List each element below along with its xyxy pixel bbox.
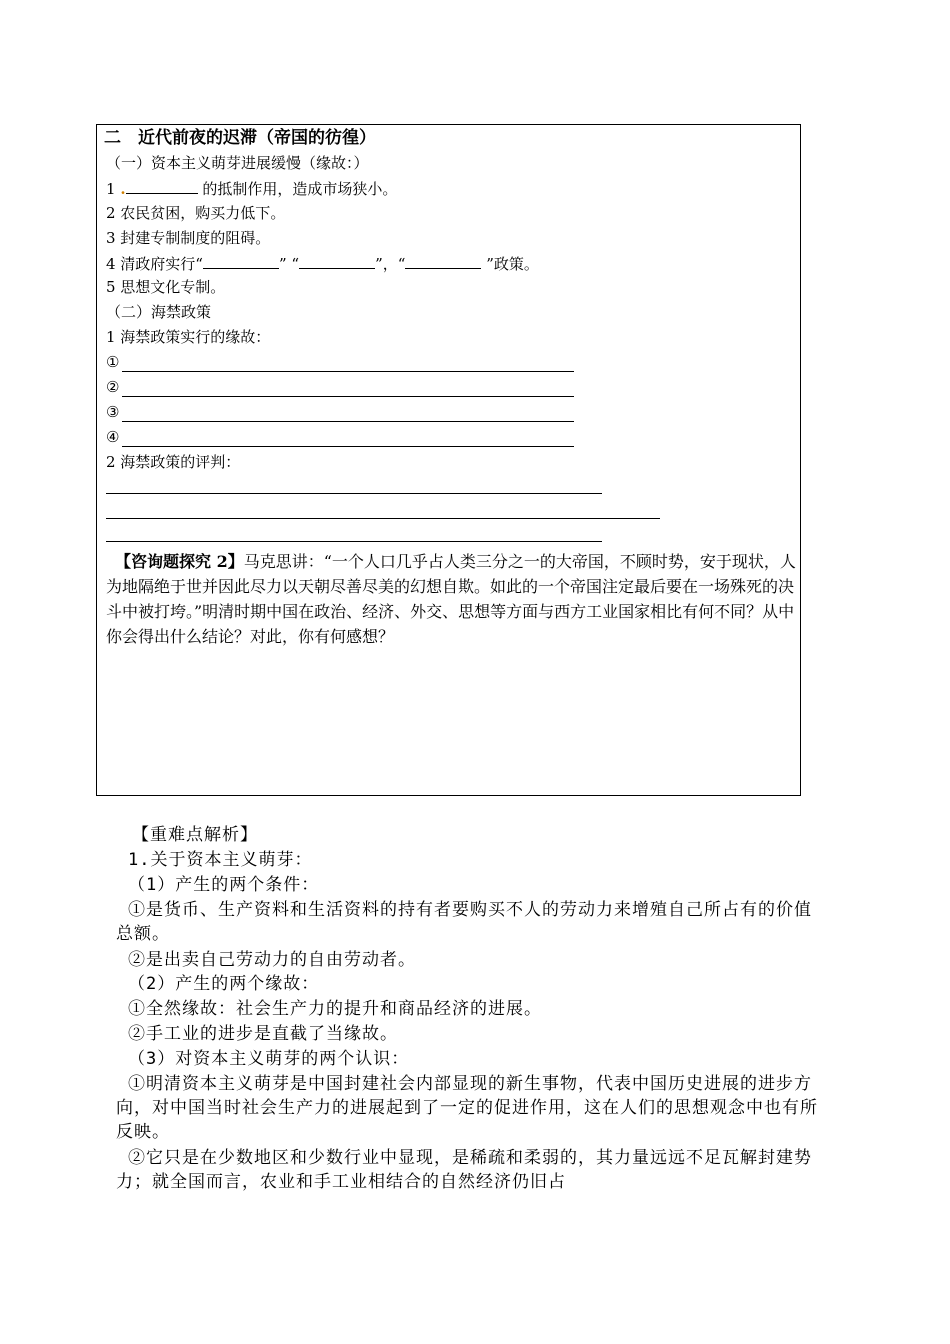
item-4-text-c: ”，“	[375, 255, 406, 273]
reason-2-line[interactable]	[122, 396, 574, 397]
reason-2-marker: ②	[106, 378, 120, 396]
item-1-mark: .	[120, 180, 126, 198]
inquiry-paragraph	[106, 549, 796, 649]
subsection-sea-ban: （二）海禁政策	[106, 303, 212, 321]
reason-3-line[interactable]	[122, 421, 574, 422]
item-4	[106, 253, 539, 274]
eval-line-3[interactable]	[106, 541, 602, 542]
eval-line-1[interactable]	[106, 493, 602, 494]
analysis-line-2: （1）产生的两个条件：	[128, 875, 320, 895]
analysis-line-6: ①全然缘故：社会生产力的提升和商品经济的进展。	[128, 999, 542, 1019]
reason-1-marker: ①	[106, 353, 120, 371]
sea-ban-reason-label: 1 海禁政策实行的缘故：	[106, 328, 271, 346]
analysis-line-5: （2）产生的两个缘故：	[128, 974, 320, 994]
inquiry-label: 【咨询题探究 2】	[115, 552, 244, 571]
section-title: 二 近代前夜的迟滞（帝国的彷徨）	[104, 128, 376, 148]
reason-4-marker: ④	[106, 428, 120, 446]
eval-line-2[interactable]	[106, 518, 660, 519]
blank-policy-3[interactable]	[405, 253, 481, 269]
analysis-line-9: ①明清资本主义萌芽是中国封建社会内部显现的新生事物，代表中国历史进展的进步方向，对中国当时社会生产力的进展起到了一定的促进作用，这在人们的思想观念中也有所反映。	[116, 1074, 818, 1142]
item-4-text-a: 4 清政府实行“	[106, 255, 203, 273]
item-1-number: 1	[106, 180, 121, 198]
analysis-line-1: 1.关于资本主义萌芽：	[128, 850, 313, 870]
analysis-line-3: ①是货币、生产资料和生活资料的持有者要购买不人的劳动力来增殖自己所占有的价值总额。	[116, 900, 812, 944]
item-4-text-b: ” “	[278, 255, 300, 273]
reason-4-line[interactable]	[122, 446, 574, 447]
analysis-heading: 【重难点解析】	[132, 825, 258, 845]
item-4-text-d: ”政策。	[481, 255, 539, 273]
item-1-text: 的抵制作用，造成市场狭小。	[197, 180, 398, 198]
blank-policy-1[interactable]	[203, 253, 279, 269]
item-2: 2 农民贫困，购买力低下。	[106, 204, 286, 222]
reason-1-line[interactable]	[122, 371, 574, 372]
blank-policy-2[interactable]	[299, 253, 375, 269]
item-1	[106, 178, 397, 199]
item-3: 3 封建专制制度的阻碍。	[106, 229, 271, 247]
analysis-line-4: ②是出卖自己劳动力的自由劳动者。	[128, 950, 416, 970]
reason-3-marker: ③	[106, 403, 120, 421]
inquiry-text: 马克思讲：“一个人口几乎占人类三分之一的大帝国，不顾时势，安于现状，人为地隔绝于世并因此尽力以天朝尽善尽美的幻想自欺。如此的一个帝国注定最后要在一场殊死的决斗中被打垮。”明清时期中国在政治、经济、外交、思想等方面与西方工业国家相比有何不同？从中你会得出什么结论？对此，你有何感想？	[106, 552, 796, 646]
blank-1[interactable]	[126, 178, 198, 194]
item-5: 5 思想文化专制。	[106, 278, 226, 296]
analysis-line-10: ②它只是在少数地区和少数行业中显现，是稀疏和柔弱的，其力量远远不足瓦解封建势力；就全国而言，农业和手工业相结合的自然经济仍旧占	[116, 1148, 812, 1192]
analysis-line-7: ②手工业的进步是直截了当缘故。	[128, 1024, 398, 1044]
subsection-capitalism: （一）资本主义萌芽进展缓慢（缘故：）	[106, 154, 369, 172]
analysis-line-8: （3）对资本主义萌芽的两个认识：	[128, 1049, 410, 1069]
sea-ban-eval-label: 2 海禁政策的评判：	[106, 453, 241, 471]
